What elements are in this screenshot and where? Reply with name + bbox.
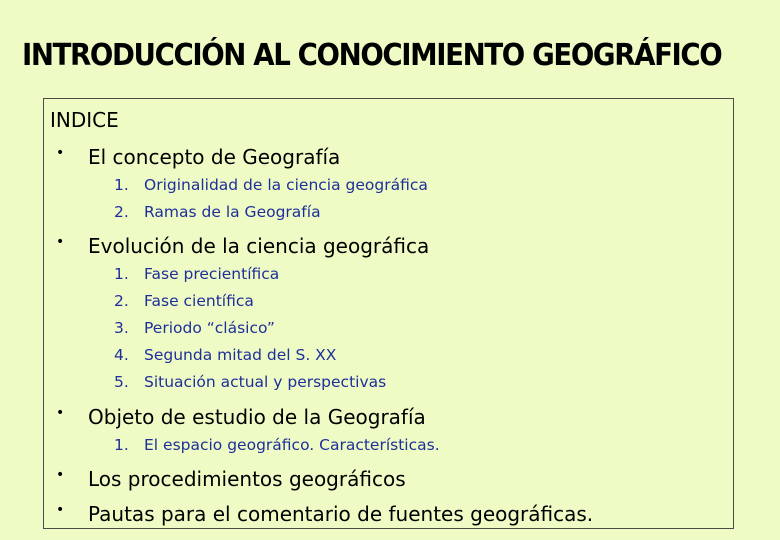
page-title: INTRODUCCIÓN AL CONOCIMIENTO GEOGRÁFICO — [22, 38, 722, 73]
bullet-icon: • — [56, 467, 65, 483]
bullet-icon: • — [56, 405, 65, 421]
list-item: 1. Originalidad de la ciencia geográfica — [114, 176, 428, 194]
list-item: 2. Fase científica — [114, 292, 254, 310]
bullet-icon: • — [56, 234, 65, 250]
index-heading: INDICE — [50, 108, 119, 132]
index-box — [43, 98, 734, 529]
list-item: 5. Situación actual y perspectivas — [114, 373, 387, 391]
list-item: 1. Fase precientífica — [114, 265, 280, 283]
bullet-icon: • — [56, 145, 65, 161]
section-label: El concepto de Geografía — [88, 145, 341, 169]
list-item: 4. Segunda mitad del S. XX — [114, 346, 337, 364]
section-label: Objeto de estudio de la Geografía — [88, 405, 426, 429]
list-item: 3. Periodo “clásico” — [114, 319, 275, 337]
list-item: 2. Ramas de la Geografía — [114, 203, 321, 221]
section-label: Los procedimientos geográficos — [88, 467, 406, 491]
list-item: 1. El espacio geográfico. Características. — [114, 436, 440, 454]
section-label: Evolución de la ciencia geográfica — [88, 234, 430, 258]
bullet-icon: • — [56, 502, 65, 518]
section-label: Pautas para el comentario de fuentes geográficas. — [88, 502, 594, 526]
